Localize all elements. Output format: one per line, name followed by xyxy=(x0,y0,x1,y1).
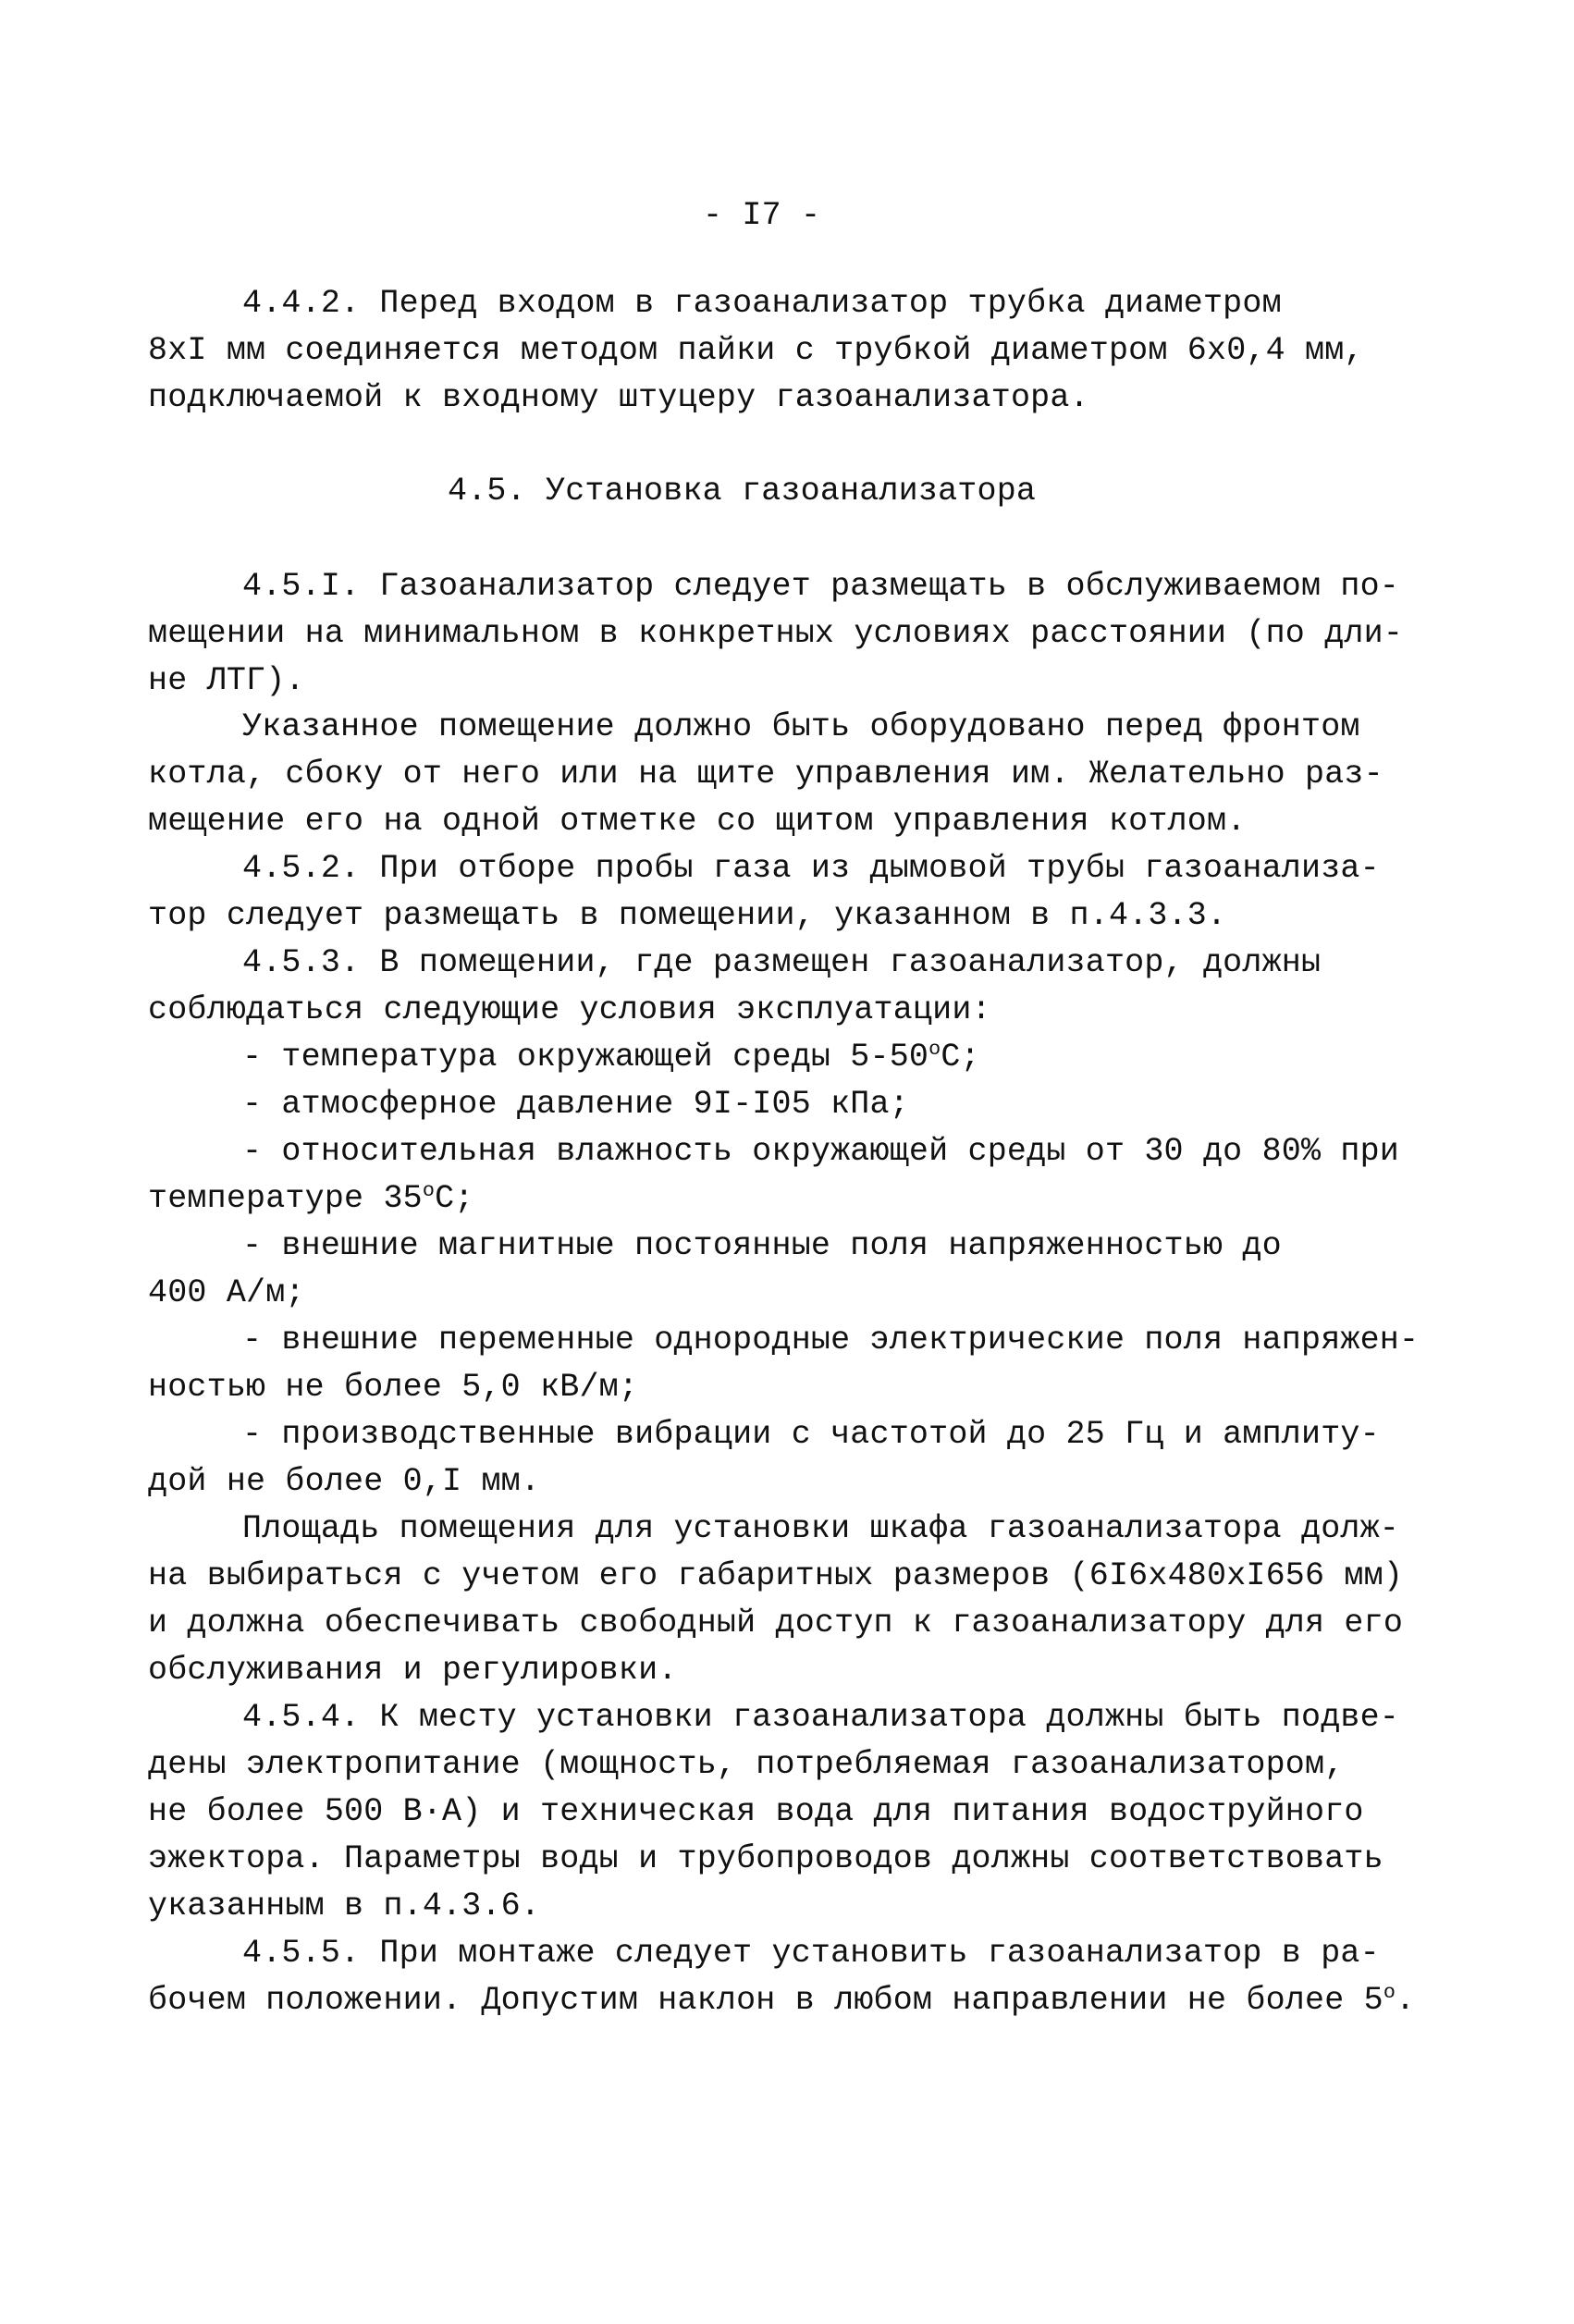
text-line: 4.5.2. При отборе пробы газа из дымовой трубы газоанализа- xyxy=(242,850,1380,887)
text-line: обслуживания и регулировки. xyxy=(148,1652,678,1689)
text-line xyxy=(148,1175,474,1223)
text-line: 400 А/м; xyxy=(148,1274,305,1311)
text-span: C; xyxy=(941,1039,980,1076)
text-line: 4.5.I. Газоанализатор следует размещать в обслуживаемом по- xyxy=(242,568,1400,605)
text-line: не более 500 В·А) и техническая вода для питания водоструйного xyxy=(148,1793,1364,1830)
text-line: тор следует размещать в помещении, указанном в п.4.3.3. xyxy=(148,897,1227,934)
condition-magnetic-field: - внешние магнитные постоянные поля напряженностью до xyxy=(242,1227,1282,1264)
text-line: дены электропитание (мощность, потребляемая газоанализатором, xyxy=(148,1746,1345,1783)
text-line: подключаемой к входному штуцеру газоанализатора. xyxy=(148,379,1089,416)
text-line: 4.5.3. В помещении, где размещен газоанализатор, должны xyxy=(242,944,1322,981)
text-line: дой не более 0,I мм. xyxy=(148,1463,541,1500)
text-span: бочем положении. Допустим наклон в любом направлении не более 5 xyxy=(148,1982,1383,2019)
degree-sign: o xyxy=(1383,1981,1396,2005)
text-span: C; xyxy=(435,1180,474,1217)
text-line: 4.5.4. К месту установки газоанализатора должны быть подве- xyxy=(242,1699,1400,1736)
text-line: эжектора. Параметры воды и трубопроводов должны соответствовать xyxy=(148,1840,1383,1877)
condition-temperature xyxy=(242,1034,980,1082)
degree-sign: o xyxy=(422,1179,436,1203)
text-line: котла, сбоку от него или на щите управления им. Желательно раз- xyxy=(148,756,1383,793)
text-line: мещение его на одной отметке со щитом управления котлом. xyxy=(148,803,1247,840)
text-line: ностью не более 5,0 кВ/м; xyxy=(148,1369,639,1406)
text-span: - температура окружающей среды 5-50 xyxy=(242,1039,929,1076)
text-line: соблюдаться следующие условия эксплуатации: xyxy=(148,991,991,1028)
section-heading: 4.5. Установка газоанализатора xyxy=(448,473,1037,510)
condition-humidity: - относительная влажность окружающей среды от 30 до 80% при xyxy=(242,1133,1400,1170)
page-number: - I7 - xyxy=(703,197,821,234)
text-line: и должна обеспечивать свободный доступ к газоанализатору для его xyxy=(148,1605,1404,1642)
text-line: указанным в п.4.3.6. xyxy=(148,1887,541,1924)
text-line: не ЛТГ). xyxy=(148,662,305,699)
text-line: 8xI мм соединяется методом пайки с трубкой диаметром 6x0,4 мм, xyxy=(148,332,1364,369)
text-line xyxy=(148,1977,1415,2025)
text-line: на выбираться с учетом его габаритных размеров (6I6x480xI656 мм) xyxy=(148,1557,1404,1594)
degree-sign: o xyxy=(928,1038,941,1062)
condition-pressure: - атмосферное давление 9I-I05 кПа; xyxy=(242,1086,909,1123)
condition-vibration: - производственные вибрации с частотой до 25 Гц и амплиту- xyxy=(242,1416,1380,1453)
text-line: 4.4.2. Перед входом в газоанализатор трубка диаметром xyxy=(242,285,1282,322)
condition-electric-field: - внешние переменные однородные электрические поля напряжен- xyxy=(242,1322,1420,1359)
text-line: 4.5.5. При монтаже следует установить газоанализатор в ра- xyxy=(242,1935,1380,1972)
text-span: . xyxy=(1396,1982,1416,2019)
text-line: мещении на минимальном в конкретных условиях расстоянии (по дли- xyxy=(148,615,1404,652)
text-span: температуре 35 xyxy=(148,1180,423,1217)
text-line: Указанное помещение должно быть оборудовано перед фронтом xyxy=(242,708,1360,745)
text-line: Площадь помещения для установки шкафа газоанализатора долж- xyxy=(242,1510,1400,1547)
